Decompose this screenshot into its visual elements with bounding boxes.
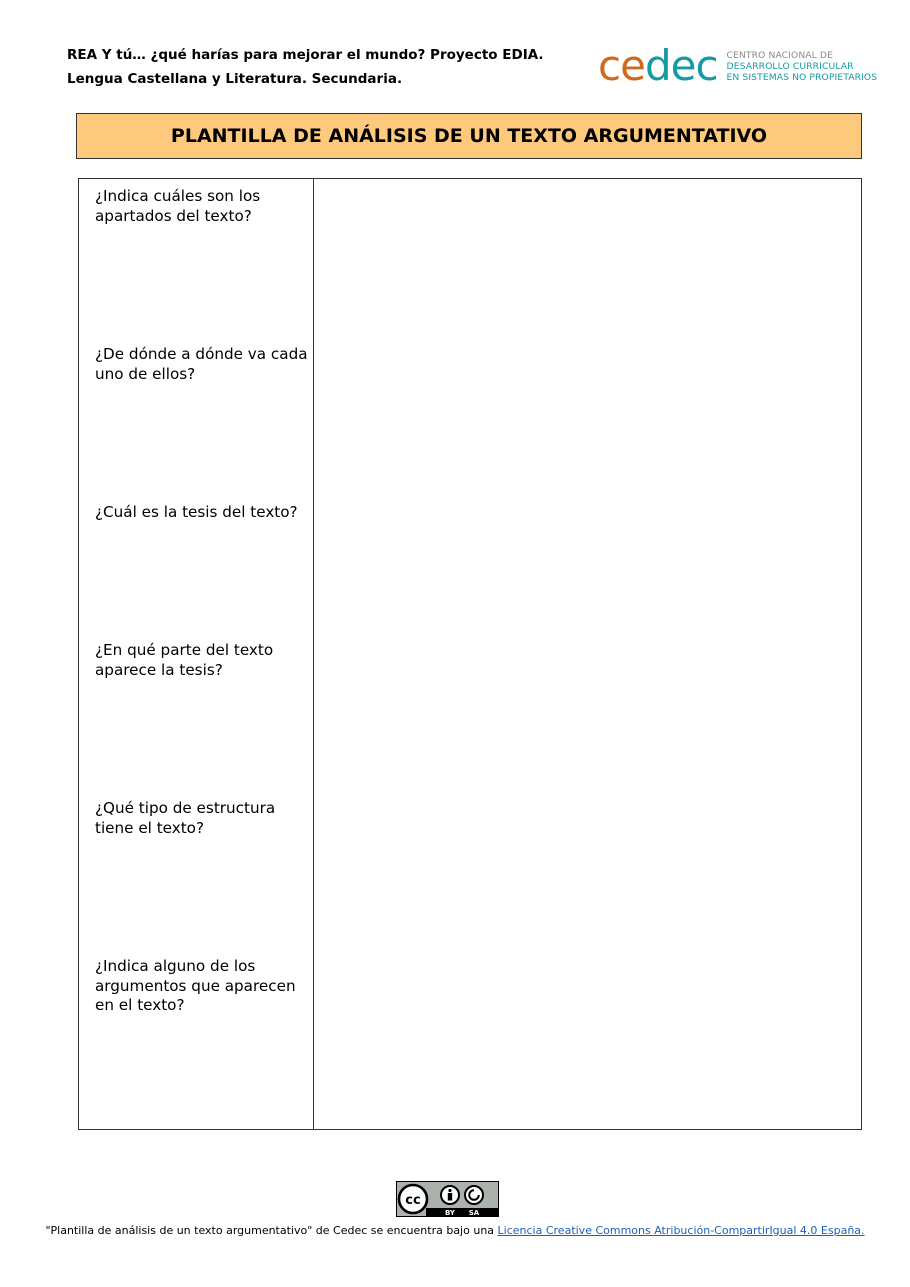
analysis-table (78, 178, 862, 1130)
question-parte-tesis: ¿En qué parte del texto aparece la tesis? (95, 641, 274, 679)
question-apartados: ¿Indica cuáles son los apartados del texto? (95, 187, 261, 225)
answer-area[interactable] (314, 179, 861, 1129)
cc-by-sa-badge[interactable] (396, 1181, 499, 1217)
header-subject-line: Lengua Castellana y Literatura. Secundaria. (67, 71, 403, 87)
logo-sub-line3: EN SISTEMAS NO PROPIETARIOS (726, 71, 878, 83)
license-link[interactable]: Licencia Creative Commons Atribución-CompartirIgual 4.0 España. (497, 1224, 865, 1237)
logo-sub-line2: DESARROLLO CURRICULAR (726, 60, 854, 72)
cedec-logo (598, 41, 878, 90)
logo-word-part1: ce (598, 41, 645, 90)
cc-icon-label: cc (405, 1193, 421, 1208)
question-tesis: ¿Cuál es la tesis del texto? (95, 503, 298, 521)
header-project-line: REA Y tú… ¿qué harías para mejorar el mundo? Proyecto EDIA. (67, 47, 544, 63)
cedec-logo-wordmark (598, 41, 718, 90)
sa-icon (465, 1186, 483, 1204)
logo-sub-line1: CENTRO NACIONAL DE (726, 49, 834, 61)
sa-label: SA (468, 1209, 480, 1217)
footer-text: "Plantilla de análisis de un texto argumentativo" de Cedec se encuentra bajo una (45, 1224, 498, 1237)
worksheet-title: PLANTILLA DE ANÁLISIS DE UN TEXTO ARGUMENTATIVO (76, 113, 862, 159)
logo-word-part2: dec (644, 41, 718, 90)
question-argumentos: ¿Indica alguno de los argumentos que aparecen en el texto? (95, 957, 296, 1014)
document-header (67, 43, 544, 91)
by-label: BY (444, 1209, 456, 1217)
license-footer (0, 1224, 910, 1238)
question-de-donde-a-donde: ¿De dónde a dónde va cada uno de ellos? (95, 345, 308, 383)
question-estructura: ¿Qué tipo de estructura tiene el texto? (95, 799, 276, 837)
cedec-logo-subtitle (727, 50, 878, 83)
